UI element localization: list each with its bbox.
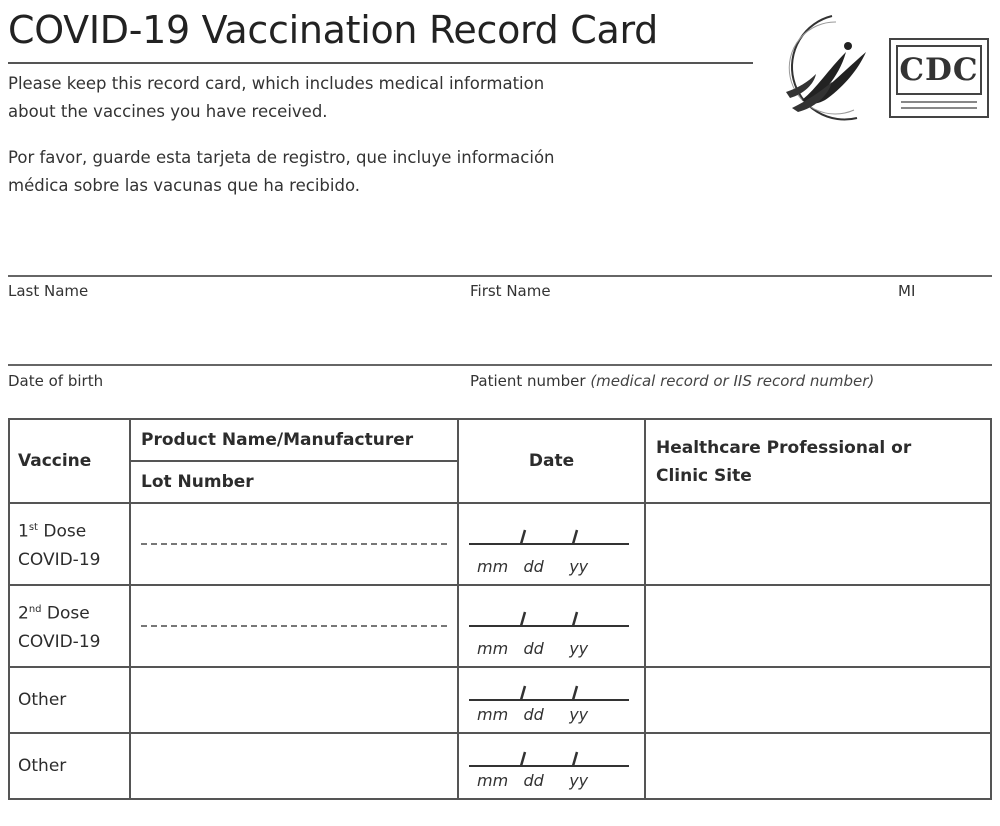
product-lot-cell[interactable]: [130, 503, 458, 585]
vaccination-record-table: [8, 418, 992, 800]
healthcare-professional-header: [645, 419, 991, 503]
dose-1-label: [9, 503, 130, 585]
middle-initial-label: MI: [898, 282, 916, 300]
date-cell[interactable]: [458, 585, 645, 667]
patient-number-label: [470, 372, 874, 390]
dose-2-label: [9, 585, 130, 667]
vaccine-header: Vaccine: [9, 419, 130, 503]
cdc-logo-subtext-line: [901, 107, 977, 109]
date-format-hint: mm dd yy: [477, 557, 589, 576]
intro-spanish-line-1: Por favor, guarde esta tarjeta de registro, que incluye información: [8, 148, 555, 167]
date-cell[interactable]: [458, 733, 645, 799]
product-lot-header: [130, 419, 458, 503]
clinic-site-cell[interactable]: [645, 503, 991, 585]
date-entry[interactable]: [459, 586, 644, 666]
date-entry[interactable]: [459, 668, 644, 732]
dob-line: [8, 364, 992, 366]
cdc-logo-subtext-line: [901, 101, 977, 103]
clinic-site-cell[interactable]: [645, 585, 991, 667]
intro-spanish: [8, 144, 555, 200]
first-name-label: First Name: [470, 282, 551, 300]
name-line: [8, 275, 992, 277]
lot-number-header: Lot Number: [141, 472, 254, 492]
date-format-hint: mm dd yy: [477, 771, 589, 790]
last-name-label: Last Name: [8, 282, 89, 300]
dose-2-vaccine: COVID-19: [18, 631, 101, 652]
dose-2-text: 2nd Dose: [18, 603, 90, 624]
product-lot-divider: [141, 543, 447, 545]
clinic-site-cell[interactable]: [645, 733, 991, 799]
date-cell[interactable]: [458, 667, 645, 733]
date-format-hint: mm dd yy: [477, 639, 589, 658]
cdc-logo-text: CDC: [896, 45, 982, 95]
dose-1-vaccine: COVID-19: [18, 549, 101, 570]
hcp-header-line-1: Healthcare Professional or: [656, 438, 912, 458]
other-row-label: Other: [9, 667, 130, 733]
product-lot-divider: [141, 625, 447, 627]
table-row: [9, 667, 991, 733]
table-row: [9, 503, 991, 585]
intro-english-line-1: Please keep this record card, which includes medical information: [8, 74, 545, 93]
intro-english-line-2: about the vaccines you have received.: [8, 102, 328, 121]
clinic-site-cell[interactable]: [645, 667, 991, 733]
date-entry[interactable]: [459, 504, 644, 584]
card-title: COVID-19 Vaccination Record Card: [8, 8, 658, 52]
date-of-birth-label: Date of birth: [8, 372, 104, 390]
intro-spanish-line-2: médica sobre las vacunas que ha recibido.: [8, 176, 360, 195]
product-name-header: Product Name/Manufacturer: [131, 420, 457, 462]
date-format-hint: mm dd yy: [477, 705, 589, 724]
date-entry[interactable]: [459, 734, 644, 798]
product-lot-cell[interactable]: [130, 585, 458, 667]
hcp-header-line-2: Clinic Site: [656, 466, 752, 486]
title-divider: [8, 62, 753, 64]
date-cell[interactable]: [458, 503, 645, 585]
other-row-label: Other: [9, 733, 130, 799]
cdc-logo: [889, 38, 989, 118]
hhs-eagle-icon: [762, 8, 872, 128]
table-row: [9, 733, 991, 799]
product-lot-cell[interactable]: [130, 667, 458, 733]
table-header-row: [9, 419, 991, 503]
patient-number-text: Patient number: [470, 372, 586, 390]
patient-number-note: (medical record or IIS record number): [590, 372, 875, 390]
date-header: Date: [458, 419, 645, 503]
intro-english: [8, 70, 544, 126]
dose-1-text: 1st Dose: [18, 521, 87, 542]
table-row: [9, 585, 991, 667]
product-lot-cell[interactable]: [130, 733, 458, 799]
